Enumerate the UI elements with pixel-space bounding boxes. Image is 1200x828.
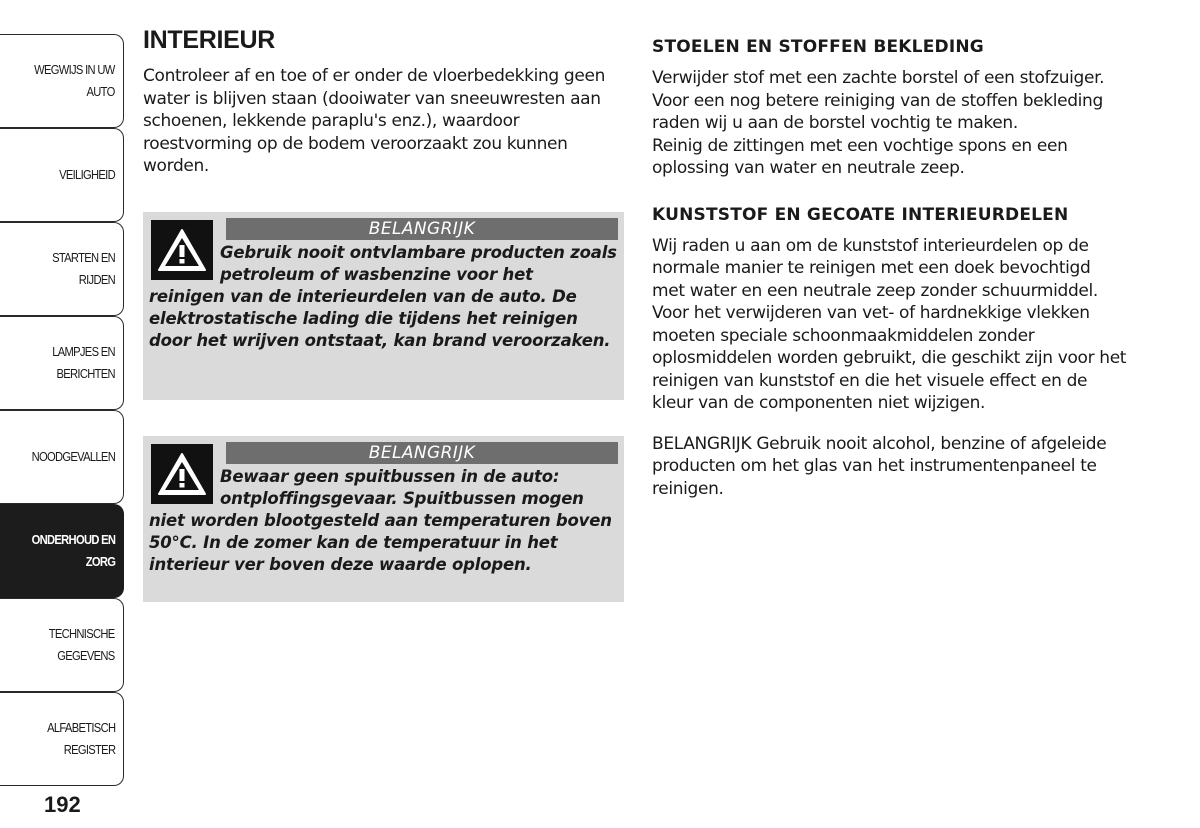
warning-rest: niet worden blootgesteld aan temperaturen boven 50°C. In de zomer kan de temperatuur in het interieur ver boven deze waarde oplopen. xyxy=(149,511,612,574)
warning-text xyxy=(149,242,618,352)
warning-header: BELANGRIJK xyxy=(226,218,618,240)
tab-alfabetisch-register[interactable] xyxy=(0,692,124,786)
tab-starten-en-rijden[interactable] xyxy=(0,222,124,316)
warning-lead: Gebruik nooit ontvlambare producten zoals petroleum of wasbenzine voor het xyxy=(220,243,617,284)
section-heading-kunststof: KUNSTSTOF EN GECOATE INTERIEURDELEN xyxy=(652,204,1069,225)
warning-header: BELANGRIJK xyxy=(226,442,618,464)
warning-rest: reinigen van de interieurdelen van de auto. De elektrostatische lading die tijdens het reinigen door het wrijven ontstaat, kan brand veroorzaken. xyxy=(149,287,611,350)
warning-box xyxy=(143,212,624,400)
tab-label: STARTEN EN RIJDEN xyxy=(52,250,115,287)
right-column xyxy=(652,36,1128,500)
tab-label: ONDERHOUD EN ZORG xyxy=(31,532,115,569)
tab-label: ALFABETISCH REGISTER xyxy=(46,720,115,757)
tab-veiligheid[interactable] xyxy=(0,128,124,222)
tab-label: VEILIGHEID xyxy=(59,167,115,182)
page-number: 192 xyxy=(44,792,81,817)
paragraph: Wij raden u aan om de kunststof interieurdelen op de normale manier te reinigen met een doek bevochtigd met water en een neutrale zeep zonder schuurmiddel. Voor het verwijderen van vet- of hardnekkige vlekken moeten speciale schoonmaakmiddelen zonder oplosmiddelen worden gebruikt, die geschikt zijn voor het reinigen van kunststof en die het visuele effect en de kleur van de componenten niet wijzigen. xyxy=(652,235,1127,413)
warning-triangle-icon xyxy=(151,220,213,280)
chapter-index xyxy=(0,34,126,786)
warning-lead: Bewaar geen spuitbussen in de auto: ontploffingsgevaar. Spuitbussen mogen xyxy=(220,467,584,508)
warning-text xyxy=(149,466,618,576)
tab-label: LAMPJES EN BERICHTEN xyxy=(52,344,115,381)
warning-triangle-icon xyxy=(151,444,213,504)
tab-onderhoud-en-zorg[interactable] xyxy=(0,504,124,598)
section-heading-stoelen: STOELEN EN STOFFEN BEKLEDING xyxy=(652,37,984,57)
tab-wegwijs-in-uw-auto[interactable] xyxy=(0,34,124,128)
tab-label: WEGWIJS IN UW AUTO xyxy=(34,62,115,99)
paragraph: BELANGRIJK Gebruik nooit alcohol, benzine of afgeleide producten om het glas van het instrumentenpaneel te reinigen. xyxy=(652,433,1107,499)
tab-technische-gegevens[interactable] xyxy=(0,598,124,692)
tab-noodgevallen[interactable] xyxy=(0,410,124,504)
intro-paragraph: Controleer af en toe of er onder de vloerbedekking geen water is blijven staan (dooiwater van sneeuwresten aan schoenen, lekkende paraplu's enz.), waardoor roestvorming op de bodem veroorzaakt zou kunnen worden. xyxy=(143,66,605,176)
page-title: INTERIEUR xyxy=(143,26,276,54)
tab-label: TECHNISCHE GEGEVENS xyxy=(49,626,115,663)
tab-label: NOODGEVALLEN xyxy=(31,449,115,464)
paragraph: Verwijder stof met een zachte borstel of een stofzuiger. Voor een nog betere reiniging van de stoffen bekleding raden wij u aan de borstel vochtig te maken. xyxy=(652,68,1105,133)
paragraph: Reinig de zittingen met een vochtige spons en een oplossing van water en neutrale zeep. xyxy=(652,135,1068,178)
interieur-section xyxy=(143,26,625,178)
tab-lampjes-en-berichten[interactable] xyxy=(0,316,124,410)
warning-box xyxy=(143,436,624,602)
